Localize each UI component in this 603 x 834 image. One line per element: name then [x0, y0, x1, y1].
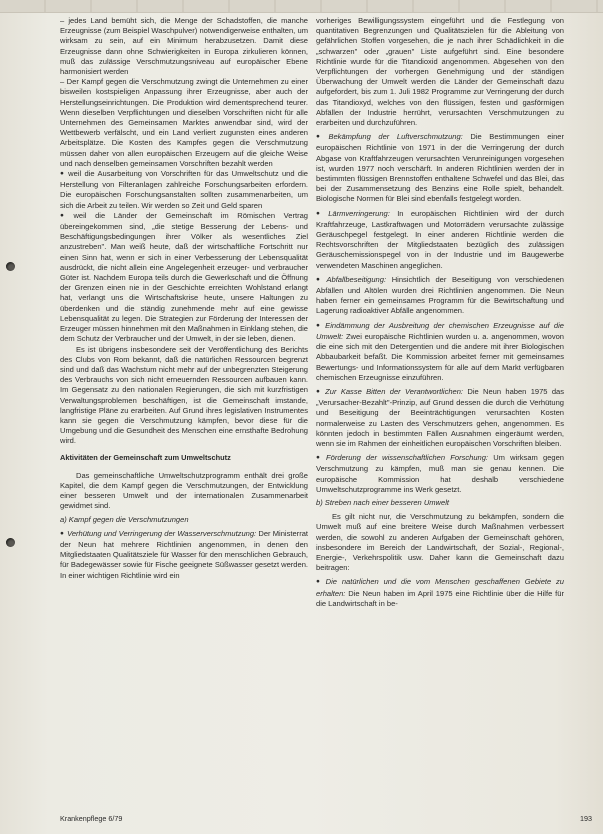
- bullet-paragraph: [60, 211, 308, 345]
- bullet-paragraph: [316, 321, 564, 383]
- bullet-lead: Förderung der wissenschaftlichen Forschung:: [326, 453, 489, 463]
- bullet-paragraph: [316, 453, 564, 495]
- paragraph-text: Zwei europäische Richtlinien wurden u. a. angenommen, wovon die eine sich mit den Detergentien und die andere mit ihrer Biologischen Abbaubarkeit befaßt. Die Kommission arbeitet ferner mit gemeinsames Bewertungs- und Informationssystem für alle auf dem Markt verfügbaren chemischen Erzeugnisse einzuführen.: [316, 331, 564, 382]
- paragraph: Es gilt nicht nur, die Verschmutzung zu bekämpfen, sondern die Umwelt muß auf eine breitere Weise durch Maßnahmen verbessert werden, die sowohl zu anderen Aufgaben der Gemeinschaft gehören, insbesondere im Bereich der Landwirtschaft, der Sozial-, Regional-, Energie-, Verkehrspolitik usw. Daher kann die Gemeinschaft dazu beitragen:: [316, 512, 564, 573]
- paragraph: vorheriges Bewilligungssystem eingeführt und die Festlegung von quantitativen Begrenzungen und Qualitätszielen für die Ableitung von gefährlichen Stoffen vorgesehen, die je nach ihrer Schädlichkeit in die „schwarzen" oder „grauen" Liste aufgeführt sind. Eine besondere Richtlinie wurde für die Titandioxid angenommen. Abgesehen von den Verpflichtungen der vorhergen Genehmigung und der ständigen Überwachung der Umwelt werden die Länder der Gemeinschaft dazu aufgefordert, bis zum 1. Juli 1982 Programme zur Verringerung der durch das Titandioxyd, welches von den flüssigen, festen und gasförmigen Abfällen der Industrie herrührt, verursachten Verschmutzungen zu erarbeiten und durchzuführen.: [316, 16, 564, 128]
- punch-hole: [6, 538, 15, 547]
- paragraph-text: Um wirksam gegen Verschmutzung zu kämpfen, muß man sie genau kennen. Die europäische Kommission hat deshalb verschiedene Umweltschutzprogramme ins Werk gesetzt.: [316, 453, 564, 494]
- paragraph-text: weil die Länder der Gemeinschaft im Römischen Vertrag übereingekommen sind, „die stetige Besserung der Lebens- und Beschäftigungsbedingungen ihrer Völker als wesentliches Ziel anzustreben". Man weiß heute, daß der wirtschaftliche Fortschritt nur einen Sinn hat, wenn er sich in einer Verbesserung der Lebensqualität ausdrückt, die nicht allein eine Angelegenheit erzeuger- und verbraucher Güter ist. Nachdem Europa teils durch die Gewerkschaft und die Öffnung der Grenzen einen nie in der Geschichte erreichten Wohlstand erlangt hat, verlangt uns die Wirtschaftskrise heute, unsere Haltungen zu überdenken und die ständig zunehmende mehr auf eine gewisse Lebensqualität zu legen. Die Strategien zur Förderung der Interessen der Erzeuger müssen hinnehmen mit den Maßnahmen in Einklang stehen, die dem Schutz der Verbraucher und der Umwelt, in der sie leben, dienen.: [60, 210, 308, 344]
- bullet-paragraph: [316, 387, 564, 449]
- bullet-lead: Abfallbeseitigung:: [326, 274, 387, 284]
- page-number: 193: [580, 814, 592, 823]
- paragraph-text: Die Bestimmungen einer europäischen Richtlinie von 1971 in der die Verringerung der durch Abgase von Kraftfahrzeugen verursachten Verunreinigungen vorgesehen ist, wurden 1977 noch verschärft. In anderen Richtlinien werden der in bestimmten flüssigen Brennstoffen enthaltene Schwefel und das Blei, das bei der Zusammensetzung des Benzins eine Rolle spielt, behandelt. Biologische Normen für Blei sind ebenfalls festgelegt worden.: [316, 132, 565, 204]
- bullet-paragraph: [316, 577, 564, 609]
- paragraph-text: Der Ministerrat der Neun hat mehrere Richtlinien angenommen, in denen den Mitgliedstaaten Qualitätsziele für Wasser für den menschlichen Gebrauch, für Badegewässer sowie für Fische geeignete Süßwasser gesetzt werden. In einer wichtigen Richtlinie wird ein: [60, 528, 308, 580]
- section-heading: Aktivitäten der Gemeinschaft zum Umweltschutz: [60, 452, 231, 462]
- bullet-lead: Die natürlichen und die vom Menschen geschaffenen Gebiete zu erhalten:: [316, 577, 564, 598]
- bullet-paragraph: [316, 209, 564, 271]
- bullet-paragraph: [316, 275, 564, 317]
- bullet-lead: Verhütung und Verringerung der Wasserverschmutzung:: [67, 528, 257, 538]
- left-column: [60, 16, 308, 581]
- paragraph-text: Hinsichtlich der Beseitigung von verschiedenen Abfällen und Altölen wurden drei Richtlinien angenommen. Die Neun haben ferner ein gemeinsames Programm für die Bewirtschaftung und Lagerung radioaktiver Abfälle angenommen.: [316, 274, 564, 316]
- paragraph: – jedes Land bemüht sich, die Menge der Schadstoffen, die manche Erzeugnisse (zum Beispiel Waschpulver) notwendigerweise enthalten, um wirksam zu sein, auf ein Minimum herabzusetzen. Damit diese Erzeugnisse dann ohne Schwierigkeiten in Europa zirkulieren können, muß das zulässige Verschmutzungsniveau auf europäischer Ebene harmonisiert werden: [60, 16, 308, 77]
- bullet-lead: Bekämpfung der Luftverschmutzung:: [328, 132, 463, 142]
- journal-footer: Krankenpflege 6/79: [60, 814, 123, 823]
- bullet-lead: Lärmverringerung:: [328, 208, 390, 218]
- paragraph: Es ist übrigens insbesondere seit der Veröffentlichung des Berichts des Clubs von Rom bekannt, daß die natürlichen Ressourcen begrenzt sind und daß das Wachstum nicht mehr auf der unbegrenzten Steigerung des Verbrauchs von sich nicht erneuernden Ressourcen aufbauen kann. Im Gegensatz zu den nationalen Regierungen, die sich mit kurzfristigen Verwaltungsproblemen beschäftigen, ist die Gemeinschaft imstande, langfristige Pläne zu erarbeiten. Auf Grund ihres legislativen Instrumentes kann sie gegen die Verschmutzung kämpfen, bevor diese für die Umgebung und die Gesundheit des Menschen eine ernsthafte Bedrohung wird.: [60, 344, 308, 446]
- bullet-paragraph: [316, 132, 564, 204]
- paragraph-text: Die Neun haben 1975 das „Verursacher-Bezahlt"-Prinzip, auf Grund dessen die durch die Verhütung und Beseitigung der Beeinträchtigungen verursachten Kosten normalerweise zu Lasten des Verschmutzers gehen, angenommen. Es könnten jedoch in bestimmten Fällen Ausnahmen eingeräumt werden, wenn sie im Rahmen der einheitlichen europäischen Vorschriften bleiben.: [316, 386, 564, 448]
- punch-hole: [6, 262, 15, 271]
- subsection-heading: a) Kampf gegen die Verschmutzungen: [60, 514, 189, 524]
- subsection-heading: b) Streben nach einer besseren Umwelt: [316, 497, 449, 507]
- top-edge-strip: [0, 0, 603, 13]
- bullet-paragraph: [60, 529, 308, 581]
- paragraph-text: weil die Ausarbeitung von Vorschriften für das Umweltschutz und die Herstellung von Filteranlagen zahlreiche Forschungsarbeiten erfordern. Die europäischen Forschungsanstalten sollten zusammenarbeiten, um sich die Arbeit zu teilen. Wir werden so Zeit und Geld sparen: [60, 169, 308, 210]
- bullet-lead: Eindämmung der Ausbreitung der chemischen Erzeugnisse auf die Umwelt:: [316, 320, 564, 341]
- bullet-paragraph: [60, 169, 308, 211]
- paragraph: Das gemeinschaftliche Umweltschutzprogramm enthält drei große Kapitel, die dem Kampf gegen die Verschmutzungen, der Entwicklung einer besseren Umwelt und der internationalen Zusammenarbeit gewidmet sind.: [60, 470, 308, 511]
- paragraph-text: In europäischen Richtlinien wird der durch Kraftfahrzeuge, Lastkraftwagen und Motorrädern verursachte zulässige Geräuschpegel festgelegt. In einer anderen Richtlinie werden die Rechtsvorschriften der Mitgliedstaaten bezüglich des zulässigen Geräuschemissionspegel von in der Industrie und im Baugewerbe verwendeten Maschinen angeglichen.: [316, 208, 564, 270]
- right-column: [316, 16, 564, 609]
- bullet-lead: Zur Kasse Bitten der Verantwortlichen:: [325, 386, 464, 396]
- paragraph-text: Die Neun haben im April 1975 eine Richtlinie über die Hilfe für die Landwirtschaft in be-: [316, 588, 564, 608]
- paragraph: – Der Kampf gegen die Verschmutzung zwingt die Unternehmen zu einer bisweilen kostspieligen Anpassung ihrer Erzeugnisse, aber auch der Herstellungseinrichtungen. Die Produktion wird dementsprechend teurer. Wenn dieselben Verpflichtungen und dieselben Vorschriften nicht für alle Unternehmen des Gemeinsamen Marktes anwendbar sind, wird der Wettbewerb verfälscht, und ein Land verliert zugunsten eines anderen Arbeitsplätze. Die Kosten des Kampfes gegen die Verschmutzung müssen daher von allen europäischen Erzeugern auf die gleiche Weise und nach denselben gemeinsamen Vorschriften bezahlt werden: [60, 77, 308, 168]
